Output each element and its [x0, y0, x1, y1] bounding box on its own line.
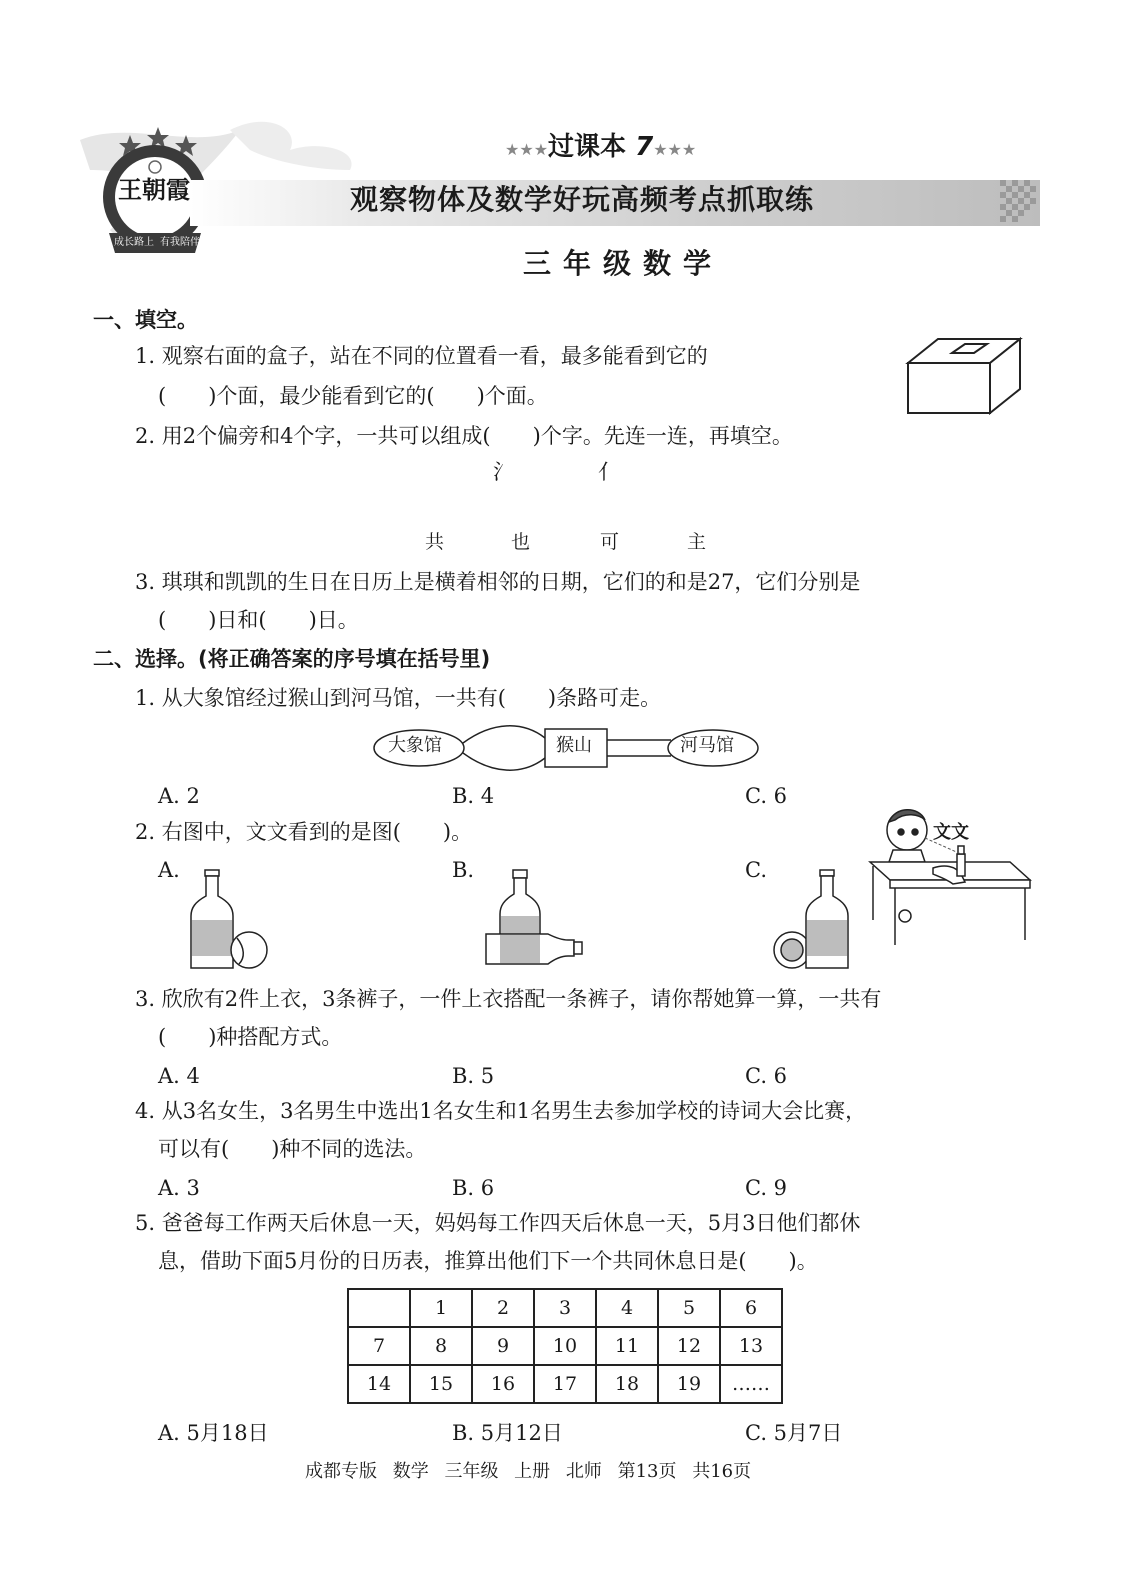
- table-row: [348, 1365, 782, 1403]
- checker-pattern: [1000, 180, 1040, 226]
- calendar-cell: 17: [534, 1365, 596, 1403]
- radical-water: 氵: [493, 460, 514, 484]
- s2-q5-option-a: A. 5月18日: [158, 1421, 269, 1445]
- table-row: [348, 1289, 782, 1327]
- s2-q1-option-c: C. 6: [745, 784, 788, 808]
- page-footer: 成都专版 数学 三年级 上册 北师 第13页 共16页: [305, 1461, 752, 1482]
- char-ye: 也: [511, 531, 531, 553]
- calendar-cell: 18: [596, 1365, 658, 1403]
- char-zhu: 主: [687, 531, 707, 553]
- s2-q3-option-a: A. 4: [158, 1064, 200, 1088]
- s2-q5-line1: 5. 爸爸每工作两天后休息一天，妈妈每工作四天后休息一天，5月3日他们都休: [135, 1211, 861, 1235]
- calendar-cell: ……: [720, 1365, 782, 1403]
- s1-q2: 2. 用2个偏旁和4个字，一共可以组成( )个字。先连一连，再填空。: [135, 424, 793, 448]
- s1-q1-line2: ( )个面，最少能看到它的( )个面。: [158, 384, 548, 408]
- map-hippo-hall: 河马馆: [680, 735, 734, 756]
- figure-b-two-bottles: [478, 868, 598, 973]
- calendar-cell: 15: [410, 1365, 472, 1403]
- grade-subject: 三年级数学: [523, 247, 724, 280]
- radical-person: 亻: [598, 460, 619, 484]
- wenwen-label: 文文: [933, 822, 969, 843]
- calendar-cell: [348, 1289, 410, 1327]
- s1-q1-line1: 1. 观察右面的盒子，站在不同的位置看一看，最多能看到它的: [135, 344, 708, 368]
- calendar-cell: 11: [596, 1327, 658, 1365]
- calendar-cell: 5: [658, 1289, 720, 1327]
- calendar-cell: 9: [472, 1327, 534, 1365]
- s2-q4-option-b: B. 6: [452, 1176, 495, 1200]
- box-figure: [905, 335, 1025, 415]
- map-elephant-hall: 大象馆: [388, 735, 442, 756]
- book-number: 7: [635, 132, 654, 162]
- section-1-heading: 一、填空。: [93, 308, 198, 332]
- may-calendar: [347, 1288, 783, 1404]
- s2-q4-line1: 4. 从3名女生，3名男生中选出1名女生和1名男生去参加学校的诗词大会比赛，: [135, 1099, 867, 1123]
- calendar-cell: 8: [410, 1327, 472, 1365]
- logo-name: 王朝霞: [118, 175, 190, 204]
- s2-q5-option-b: B. 5月12日: [452, 1421, 563, 1445]
- s2-q3-line1: 3. 欣欣有2件上衣，3条裤子，一件上衣搭配一条裤子，请你帮她算一算，一共有: [135, 987, 882, 1011]
- figure-c-ball-bottle: [772, 868, 862, 973]
- s2-q4-option-a: A. 3: [158, 1176, 200, 1200]
- calendar-cell: 7: [348, 1327, 410, 1365]
- s2-q1-option-b: B. 4: [452, 784, 495, 808]
- s2-q5-option-c: C. 5月7日: [745, 1421, 843, 1445]
- calendar-cell: 13: [720, 1327, 782, 1365]
- s1-q3-line2: ( )日和( )日。: [158, 608, 359, 632]
- calendar-cell: 6: [720, 1289, 782, 1327]
- table-row: [348, 1327, 782, 1365]
- s2-q3-option-c: C. 6: [745, 1064, 788, 1088]
- figure-a-bottle-ball: [185, 868, 275, 973]
- calendar-cell: 3: [534, 1289, 596, 1327]
- s2-q3-line2: ( )种搭配方式。: [158, 1025, 343, 1049]
- s2-q2: 2. 右图中，文文看到的是图( )。: [135, 820, 473, 844]
- s1-q3-line1: 3. 琪琪和凯凯的生日在日历上是横着相邻的日期，它们的和是27，它们分别是: [135, 570, 861, 594]
- calendar-cell: 14: [348, 1365, 410, 1403]
- calendar-cell: 12: [658, 1327, 720, 1365]
- s2-q5-line2: 息，借助下面5月份的日历表，推算出他们下一个共同休息日是( )。: [158, 1249, 818, 1273]
- calendar-cell: 1: [410, 1289, 472, 1327]
- char-gong: 共: [425, 531, 445, 553]
- map-monkey-hill: 猴山: [556, 735, 592, 756]
- calendar-cell: 10: [534, 1327, 596, 1365]
- s2-q4-line2: 可以有( )种不同的选法。: [158, 1137, 427, 1161]
- s2-q2-option-c: C.: [745, 858, 767, 882]
- logo-motto-left: 成长路上: [114, 237, 154, 248]
- calendar-cell: 19: [658, 1365, 720, 1403]
- s2-q1-option-a: A. 2: [158, 784, 200, 808]
- calendar-cell: 16: [472, 1365, 534, 1403]
- s2-q2-option-a: A.: [158, 858, 180, 882]
- s2-q4-option-c: C. 9: [745, 1176, 788, 1200]
- s2-q2-option-b: B.: [452, 858, 475, 882]
- book-label: ★★★过课本 7★★★: [505, 132, 697, 162]
- s2-q3-option-b: B. 5: [452, 1064, 495, 1088]
- calendar-cell: 2: [472, 1289, 534, 1327]
- char-ke: 可: [600, 531, 620, 553]
- calendar-cell: 4: [596, 1289, 658, 1327]
- book-label-text: 过课本: [548, 132, 627, 162]
- section-2-heading: 二、选择。(将正确答案的序号填在括号里): [93, 647, 491, 671]
- logo-motto-right: 有我陪伴: [160, 237, 200, 248]
- page-title: 观察物体及数学好玩高频考点抓取练: [350, 183, 815, 216]
- s2-q1: 1. 从大象馆经过猴山到河马馆，一共有( )条路可走。: [135, 686, 662, 710]
